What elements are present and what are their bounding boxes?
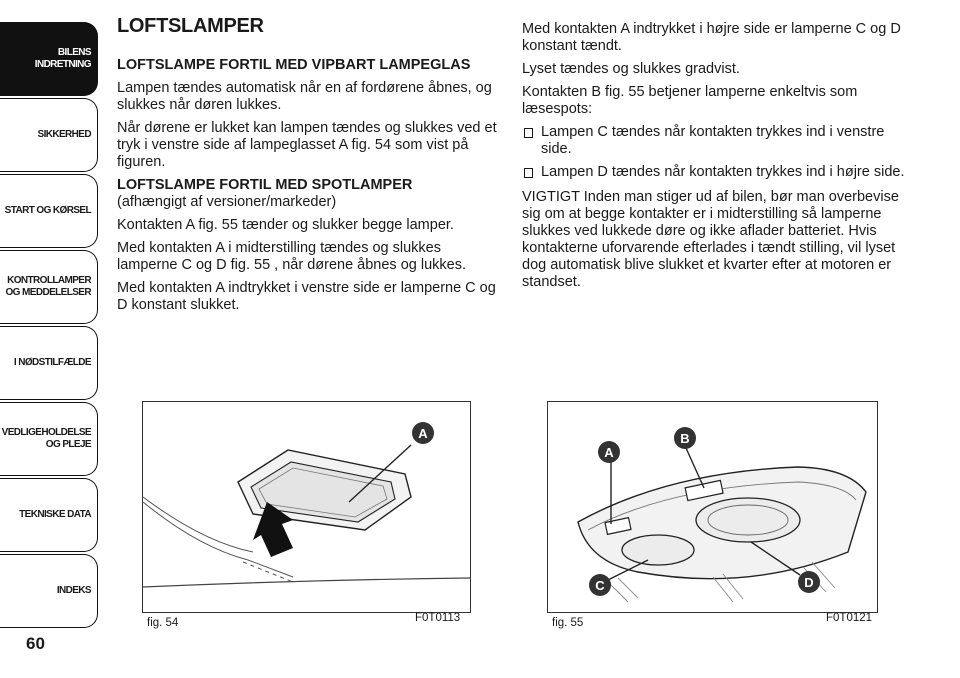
tab-bilens-indretning[interactable]: BILENS INDRETNING <box>0 22 98 96</box>
callout-label-d: D <box>804 575 814 590</box>
figure-54-caption: fig. 54 <box>147 617 179 629</box>
callout-label-a: A <box>418 426 428 441</box>
figure-55-illustration <box>547 401 878 613</box>
paragraph: Kontakten A fig. 55 tænder og slukker begge lamper. <box>117 217 454 233</box>
warning-note: VIGTIGT Inden man stiger ud af bilen, bør man overbevise sig om at begge kontakter er i midterstilling så lamperne slukkes ved lukkede døre og ikke aflader batteriet. Hvis kontakterne uforvarende efterlades i tændt stilling, vil lyset dog automatisk blive slukket et kvarter efter at motoren er standset. <box>522 189 899 290</box>
page-number: 60 <box>26 634 45 653</box>
paragraph: Med kontakten A i midterstilling tændes og slukkes lamperne C og D fig. 55 , når dørene åbnes og lukkes. <box>117 240 466 273</box>
callout-label-b: B <box>680 431 690 446</box>
ceiling-lamp-drawing <box>143 402 470 612</box>
figure-55-caption: fig. 55 <box>552 617 584 629</box>
figure-55-code: F0T0121 <box>826 612 873 624</box>
list-item: Lampen C tændes når kontakten trykkes ind i venstre side. <box>522 124 914 158</box>
spot-lamp-c <box>622 535 694 565</box>
tab-i-nodstilfaelde[interactable]: I NØDSTILFÆLDE <box>0 326 98 400</box>
left-column <box>117 15 497 320</box>
callout-label-a: A <box>604 445 614 460</box>
paragraph: Kontakten B fig. 55 betjener lamperne enkeltvis som læsespots: <box>522 84 858 117</box>
figure-54-illustration <box>142 401 471 613</box>
tab-indeks[interactable]: INDEKS <box>0 554 98 628</box>
paragraph: Lyset tændes og slukkes gradvist. <box>522 61 740 77</box>
paragraph: Lampen tændes automatisk når en af fordørene åbnes, og slukkes når døren lukkes. <box>117 80 492 113</box>
section-heading-spotlamper: LOFTSLAMPE FORTIL MED SPOTLAMPER <box>117 177 413 193</box>
tab-start-og-korsel[interactable]: START OG KØRSEL <box>0 174 98 248</box>
section-subheading: (afhængigt af versioner/markeder) <box>117 194 337 210</box>
page-title: LOFTSLAMPER <box>117 15 264 37</box>
spot-lamp-console-drawing <box>548 402 877 612</box>
section-heading-vipbart: LOFTSLAMPE FORTIL MED VIPBART LAMPEGLAS <box>117 57 471 73</box>
right-column <box>522 21 914 297</box>
paragraph: Med kontakten A indtrykket i venstre side er lamperne C og D konstant slukket. <box>117 280 496 313</box>
paragraph: Med kontakten A indtrykket i højre side er lamperne C og D konstant tændt. <box>522 21 901 54</box>
tab-kontrollamper[interactable]: KONTROLLAMPER OG MEDDELELSER <box>0 250 98 324</box>
callout-label-c: C <box>595 578 605 593</box>
bullet-list <box>522 124 914 181</box>
tab-vedligeholdelse[interactable]: VEDLIGEHOLDELSE OG PLEJE <box>0 402 98 476</box>
paragraph: Når dørene er lukket kan lampen tændes og slukkes ved et tryk i venstre side af lampeglasset A fig. 54 som vist på figuren. <box>117 120 497 170</box>
figure-54-code: F0T0113 <box>415 612 461 624</box>
tab-tekniske-data[interactable]: TEKNISKE DATA <box>0 478 98 552</box>
tab-sikkerhed[interactable]: SIKKERHED <box>0 98 98 172</box>
list-item: Lampen D tændes når kontakten trykkes ind i højre side. <box>522 164 914 181</box>
